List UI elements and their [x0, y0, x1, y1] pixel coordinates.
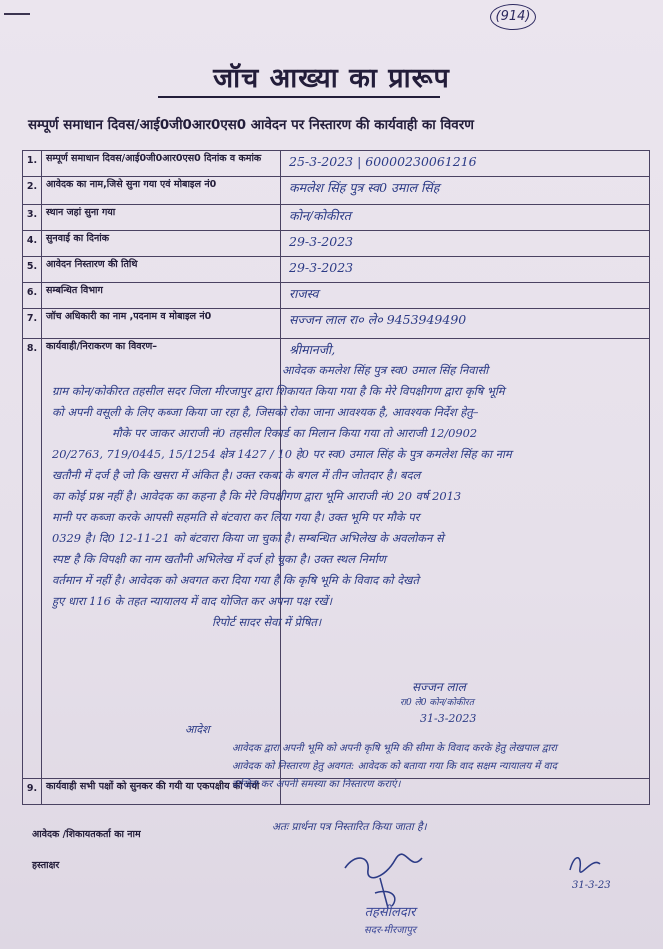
- row-value: 29-3-2023: [281, 231, 650, 257]
- row-number: 3.: [23, 205, 42, 231]
- description-line: स्पष्ट है कि विपक्षी का नाम खतौनी अभिलेख में दर्ज हो चुका है। उक्त स्थल निर्माण: [52, 552, 386, 566]
- title-underline: [158, 96, 440, 98]
- action-description: [52, 360, 660, 633]
- row-label: सम्पूर्ण समाधान दिवस/आई0जी0आर0एस0 दिनांक व कमांक: [42, 151, 281, 177]
- top-left-mark: [4, 13, 30, 15]
- applicant-label: आवेदक /शिकायतकर्ता का नाम: [32, 829, 141, 840]
- description-line: को अपनी वसूली के लिए कब्जा किया जा रहा है, जिसको रोका जाना आवश्यक है, आवश्यक निर्देश हेतु–: [52, 405, 479, 419]
- row-label: सुनवाई का दिनांक: [42, 231, 281, 257]
- row-label: कार्यवाही/निराकरण का विवरण–: [42, 339, 281, 779]
- table-row: [23, 309, 650, 339]
- description-line: 20/2763, 719/0445, 15/1254 क्षेत्र 1427 / 10 हे0 पर स्व0 उमाल सिंह के पुत्र कमलेश सिंह का नाम: [52, 447, 512, 461]
- table-row: [23, 257, 650, 283]
- row-value: सज्जन लाल रा० ले० 9453949490: [281, 309, 650, 339]
- row-number: 7.: [23, 309, 42, 339]
- page-title: जॉच आख्या का प्रारूप: [213, 63, 450, 94]
- description-line: 0329 है। दि0 12-11-21 को बंटवारा किया जा चुका है। सम्बन्धित अभिलेख के अवलोकन से: [52, 531, 444, 545]
- row-label: आवेदक का नाम,जिसे सुना गया एवं मोबाइल नं0: [42, 177, 281, 205]
- stamp-place: सदर-मीरजापुर: [364, 925, 416, 936]
- order-line: दाखिल कर अपनी समस्या का निस्तारण कराएं।: [232, 779, 401, 790]
- row-label: जॉच अधिकारी का नाम ,पदनाम व मोबाइल नं0: [42, 309, 281, 339]
- row-value: 25-3-2023 | 60000230061216: [281, 151, 650, 177]
- description-line: ग्राम कोन/कोकीरत तहसील सदर जिला मीरजापुर द्वारा शिकायत किया गया है कि मेरे विपक्षीगण द्वारा कृषि भूमि: [52, 384, 505, 398]
- order-line: आवेदक को निस्तारण हेतु अवगत: आवेदक को बताया गया कि वाद सक्षम न्यायालय में वाद: [232, 761, 557, 772]
- page-subtitle: सम्पूर्ण समाधान दिवस/आई0जी0आर0एस0 आवेदन पर निस्तारण की कार्यवाही का विवरण: [28, 118, 474, 133]
- row-label: आवेदन निस्तारण की तिथि: [42, 257, 281, 283]
- row-number: 4.: [23, 231, 42, 257]
- description-line: रिपोर्ट सादर सेवा में प्रेषित।: [212, 615, 322, 629]
- description-line: आवेदक कमलेश सिंह पुत्र स्व0 उमाल सिंह निवासी: [282, 363, 489, 377]
- description-line: खतौनी में दर्ज है जो कि खसरा में अंकित है। उक्त रकबा के बगल में तीन जोतदार है। बदल: [52, 468, 421, 482]
- table-row: [23, 151, 650, 177]
- row-value: श्रीमानजी,: [281, 339, 650, 779]
- description-line: का कोई प्रश्न नहीं है। आवेदक का कहना है कि मेरे विपक्षीगण द्वारा भूमि आराजी नं0 20 वर्ष 2013: [52, 489, 462, 503]
- row-number: 6.: [23, 283, 42, 309]
- row-number: 1.: [23, 151, 42, 177]
- order-line: आवेदक द्वारा अपनी भूमि को अपनी कृषि भूमि की सीमा के विवाद करके हेतु लेखपाल द्वारा: [232, 743, 557, 754]
- stamp-title: तहसीलदार: [364, 905, 416, 920]
- page-number: (914): [490, 4, 536, 30]
- disposal-note: अतः प्रार्थना पत्र निस्तारित किया जाता है।: [272, 821, 427, 833]
- row-number: 2.: [23, 177, 42, 205]
- order-heading: आदेश: [185, 723, 210, 736]
- officer-title: रा0 ले0 कोन/कोकीरत: [400, 698, 474, 708]
- row-label: सम्बन्धित विभाग: [42, 283, 281, 309]
- order-text: [232, 740, 652, 794]
- table-row: [23, 177, 650, 205]
- officer-signature: सज्जन लाल: [412, 680, 466, 694]
- description-line: मानी पर कब्जा करके आपसी सहमति से बंटवारा कर लिया गया है। उक्त भूमि पर मौके पर: [52, 510, 420, 524]
- row-value: 29-3-2023: [281, 257, 650, 283]
- officer-date: 31-3-2023: [420, 712, 477, 725]
- signature-label: हस्ताक्षर: [32, 860, 60, 871]
- row-label: कार्यवाही सभी पक्षों को सुनकर की गयी या एकपक्षीय की गयी: [42, 779, 281, 805]
- right-signature-date: 31-3-23: [572, 880, 611, 891]
- row-value: कोन/कोकीरत: [281, 205, 650, 231]
- row-number: 5.: [23, 257, 42, 283]
- table-row: [23, 205, 650, 231]
- table-row: [23, 231, 650, 257]
- row-value: राजस्व: [281, 283, 650, 309]
- table-row: [23, 283, 650, 309]
- row-number: 8.: [23, 339, 42, 779]
- description-line: हुए धारा 116 के तहत न्यायालय में वाद योजित कर अपना पक्ष रखें।: [52, 594, 333, 608]
- description-line: मौके पर जाकर आराजी नं0 तहसील रिकार्ड का मिलान किया गया तो आराजी 12/0902: [112, 426, 478, 440]
- right-initials: [566, 850, 606, 878]
- description-line: वर्तमान में नहीं है। आवेदक को अवगत करा दिया गया है कि कृषि भूमि के विवाद को देखते: [52, 573, 419, 587]
- row-label: स्थान जहां सुना गया: [42, 205, 281, 231]
- row-number: 9.: [23, 779, 42, 805]
- row-value: कमलेश सिंह पुत्र स्व0 उमाल सिंह: [281, 177, 650, 205]
